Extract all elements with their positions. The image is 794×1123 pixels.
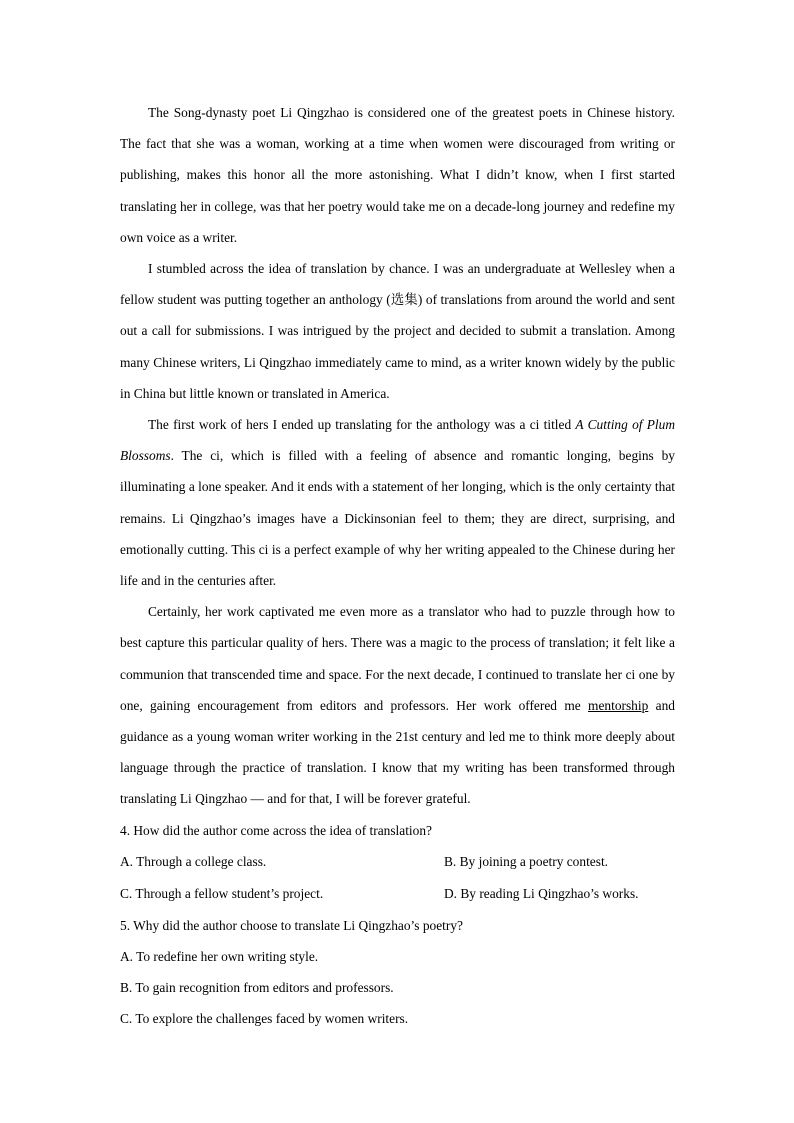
passage-paragraph-2: I stumbled across the idea of translation by chance. I was an undergraduate at Wellesley when a fellow student was putting together an anthology (选集) of translations from around the world and sent out a call for submissions. I was intrigued by the project and decided to submit a translation. Among many Chinese writers, Li Qingzhao immediately came to mind, as a writer known widely by the public in China but little known or translated in America. [120, 261, 675, 401]
paragraph-3-text-end: . The ci, which is filled with a feeling of absence and romantic longing, begins by illuminating a lone speaker. And it ends with a statement of her longing, which is the only certainty that remains. Li Qingzhao’s images have a Dickinsonian feel to them; they are direct, surprising, and emotionally cutting. This ci is a perfect example of why her writing appealed to the Chinese during her life and in the centuries after. [120, 448, 675, 589]
question-4-options-row-2 [120, 878, 675, 910]
question-5-option-c[interactable]: C. To explore the challenges faced by women writers. [120, 1011, 409, 1027]
underlined-word: mentorship [588, 697, 649, 713]
question-5-option-b[interactable]: B. To gain recognition from editors and professors. [120, 980, 394, 996]
question-4-option-d[interactable]: D. By reading Li Qingzhao’s works. [444, 885, 639, 901]
question-5-option-a[interactable]: A. To redefine her own writing style. [120, 949, 319, 965]
question-4-stem: 4. How did the author come across the idea of translation? [120, 822, 432, 838]
question-4-option-b[interactable]: B. By joining a poetry contest. [444, 853, 609, 869]
poem-title: A Cutting of Plum Blossoms [120, 417, 676, 464]
paragraph-4-text-start: Certainly, her work captivated me even more as a translator who had to puzzle through how to best capture this particular quality of hers. There was a magic to the process of translation; it felt like a communion that transcended time and space. For the next decade, I continued to translate her ci one by one, gaining encouragement from editors and professors. Her work offered me [120, 604, 675, 713]
passage-paragraph-1: The Song-dynasty poet Li Qingzhao is considered one of the greatest poets in Chinese history. The fact that she was a woman, working at a time when women were discouraged from writing or publishing, makes this honor all the more astonishing. What I didn’t know, when I first started translating her in college, was that her poetry would take me on a decade-long journey and redefine my own voice as a writer. [120, 105, 675, 245]
passage-paragraph-4 [120, 596, 675, 814]
question-4-options-row-1 [120, 846, 675, 878]
question-5-stem: 5. Why did the author choose to translate Li Qingzhao’s poetry? [120, 917, 463, 933]
exam-page [120, 97, 675, 1035]
paragraph-4-text-end: and guidance as a young woman writer working in the 21st century and led me to think more deeply about language through the practice of translation. I know that my writing has been transformed through translating Li Qingzhao — and for that, I will be forever grateful. [120, 697, 675, 807]
passage-paragraph-3 [120, 409, 675, 596]
paragraph-3-text-start: The first work of hers I ended up translating for the anthology was a ci titled [148, 417, 576, 433]
question-4-option-c[interactable]: C. Through a fellow student’s project. [120, 885, 324, 901]
question-4-option-a[interactable]: A. Through a college class. [120, 853, 267, 869]
